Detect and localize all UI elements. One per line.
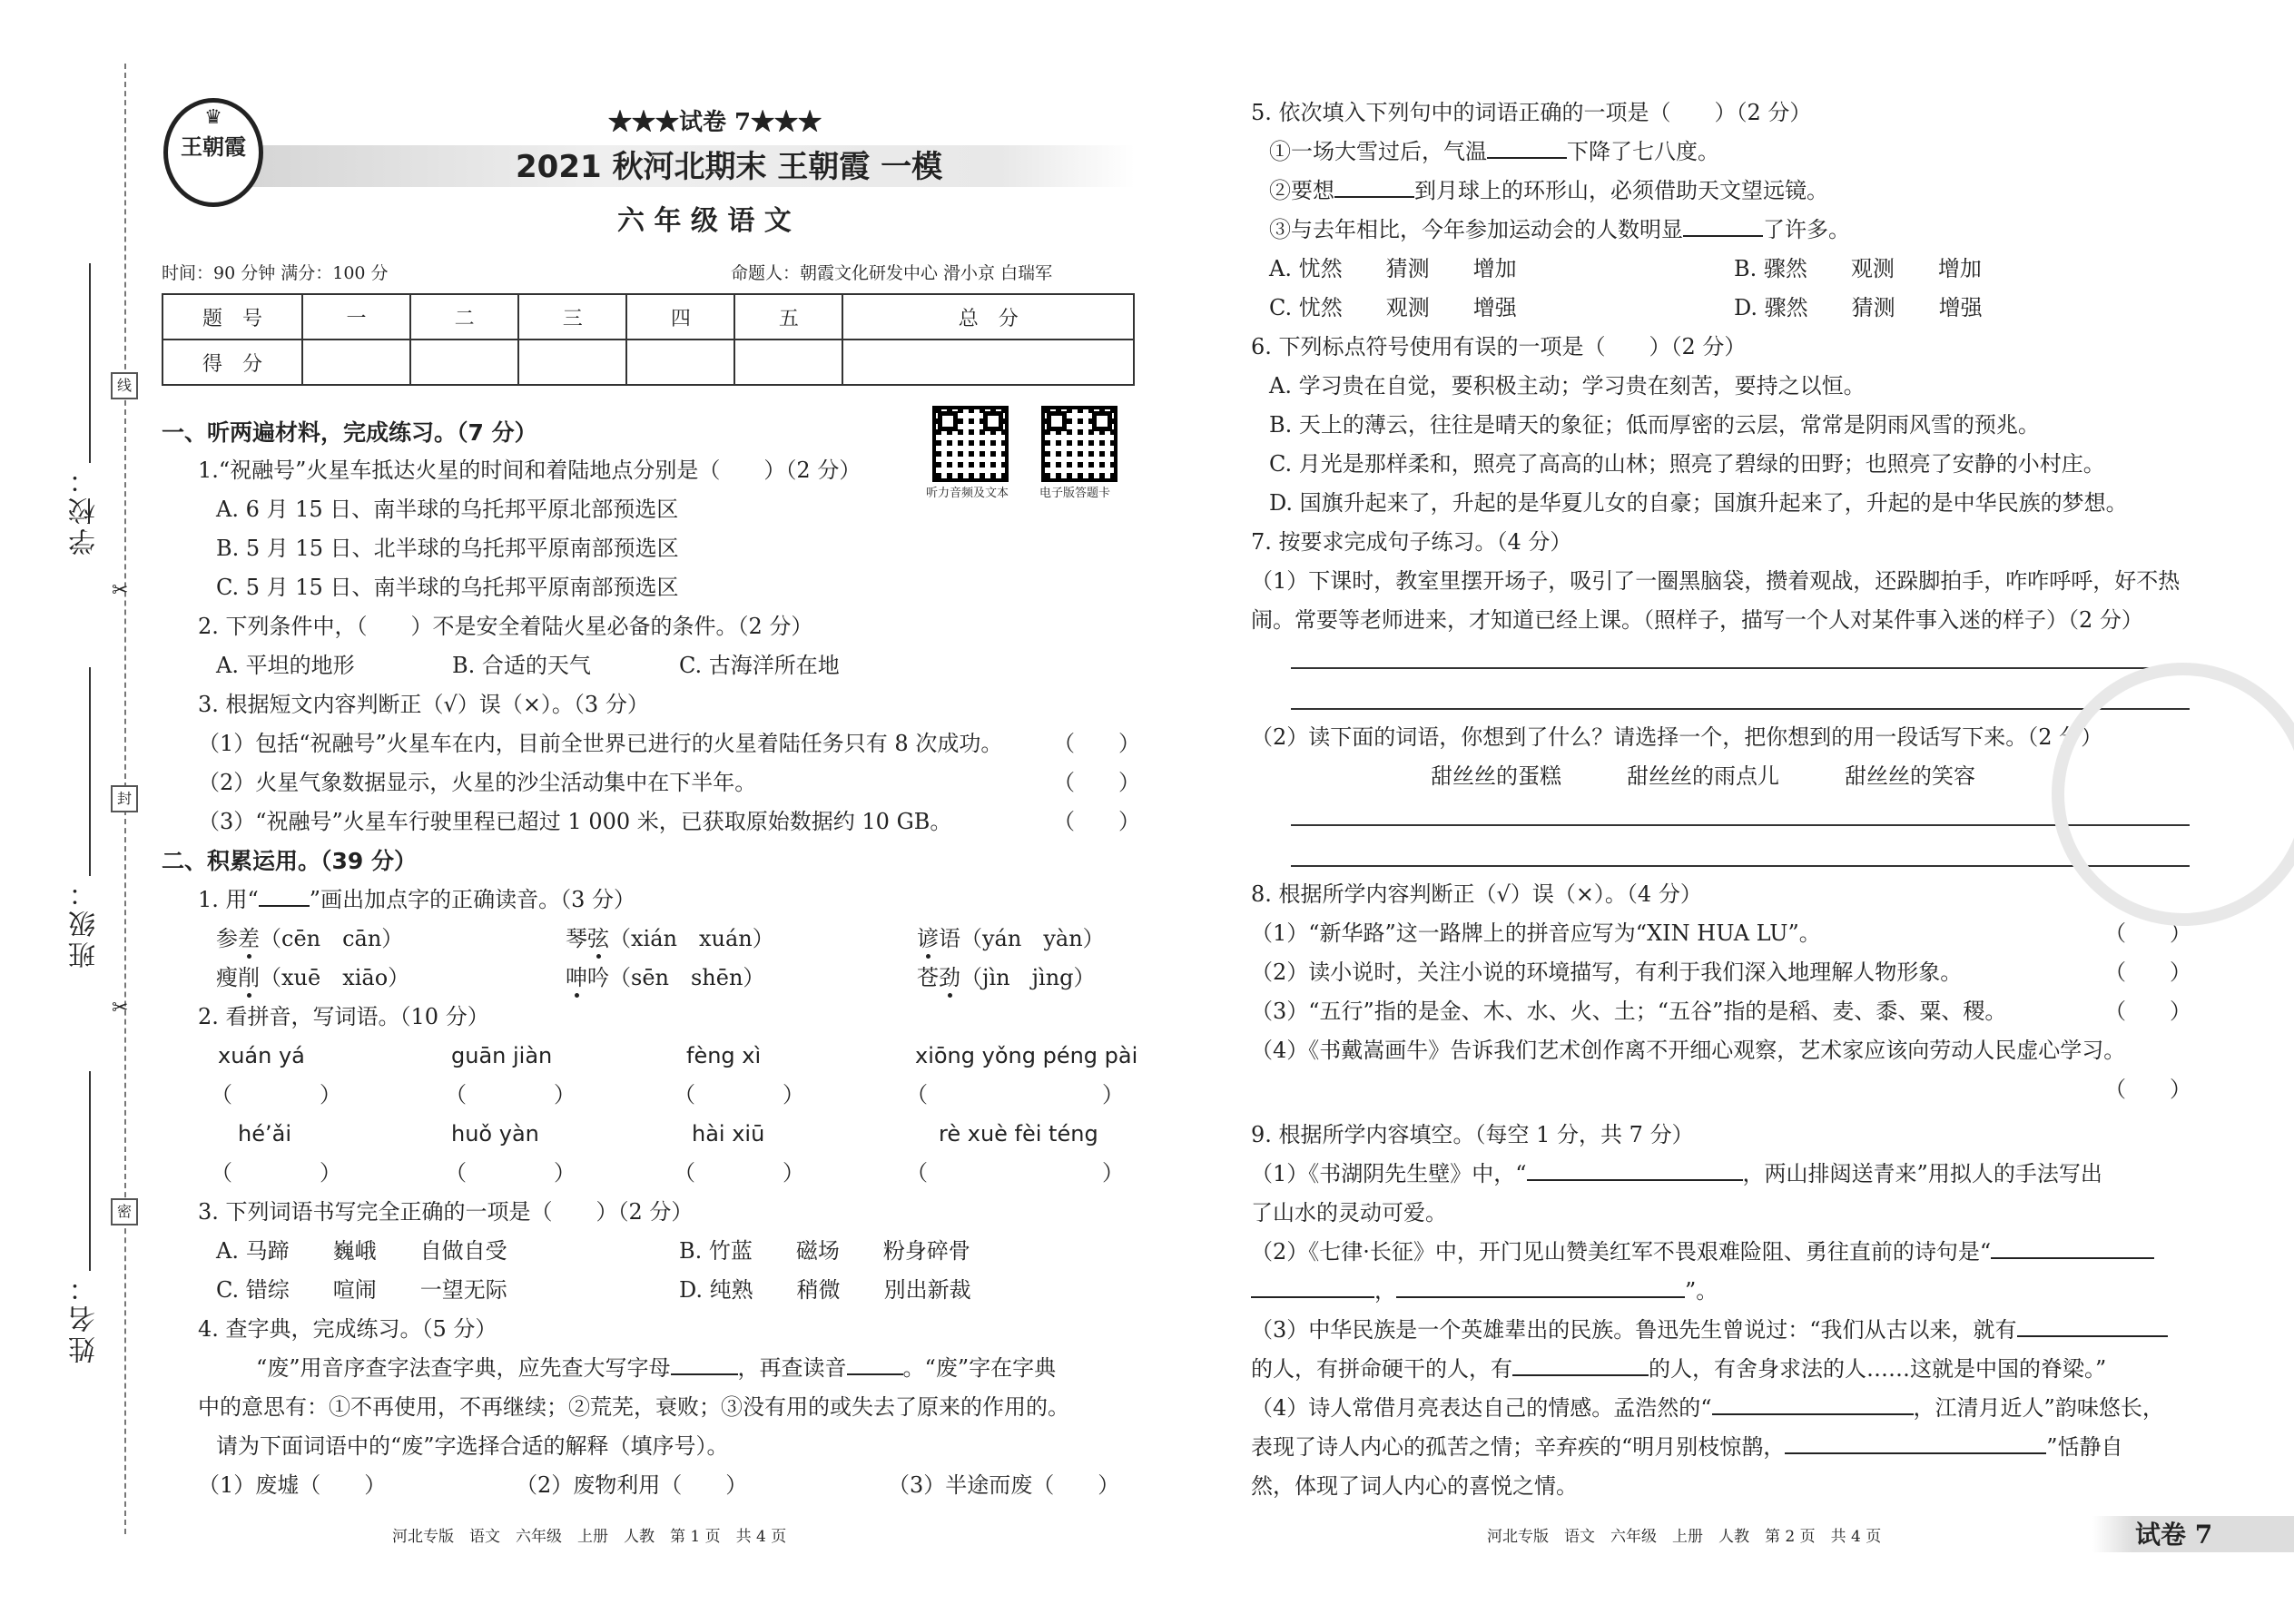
pinyin-item	[216, 965, 409, 991]
score-cell: 得 分	[162, 340, 302, 385]
text: （2）《七律·长征》中，开门见山赞美红军不畏艰难险阻、勇往直前的诗句是“	[1251, 1239, 1992, 1265]
fill-blank[interactable]	[1396, 1278, 1685, 1298]
text: 表现了诗人内心的孤苦之情；辛弃疾的“明月别枝惊鹊，	[1251, 1434, 1786, 1460]
name-field[interactable]	[89, 1071, 91, 1271]
option-6a: A. 马蹄 巍峨 自做自受	[216, 1238, 507, 1264]
question-12-3-cont	[1251, 1356, 2106, 1383]
question-7: 4. 查字典，完成练习。（5 分）	[198, 1316, 497, 1342]
logo-text: 王朝霞	[181, 133, 246, 160]
question-7-item-1[interactable]: （1）废墟（ ）	[198, 1472, 387, 1498]
score-cell: 一	[302, 294, 410, 340]
score-input-cell[interactable]	[410, 340, 518, 385]
page-footer-right: 河北专版 语文 六年级 上册 人教 第 2 页 共 4 页	[1487, 1528, 1882, 1546]
text: 下降了七八度。	[1567, 139, 1719, 164]
scissors-icon: ✂	[112, 997, 129, 1019]
score-input-cell[interactable]	[734, 340, 842, 385]
dotted-char: 削	[238, 965, 260, 990]
word-blank[interactable]: （ ）	[211, 1082, 341, 1107]
word-blank[interactable]: （ ）	[906, 1160, 1124, 1186]
option-6d: D. 纯熟 稍微 別出新裁	[679, 1277, 971, 1303]
fill-blank[interactable]	[1487, 139, 1567, 159]
school-field[interactable]	[89, 263, 91, 463]
answer-line[interactable]	[1291, 865, 2190, 867]
score-cell: 三	[518, 294, 626, 340]
text: 。“废”字在字典	[902, 1355, 1057, 1381]
pinyin-prompt: rè xuè fèi téng	[939, 1121, 1098, 1147]
answer-paren[interactable]: （ ）	[2104, 999, 2191, 1024]
seal-box-secret: 密	[111, 1198, 138, 1225]
word-blank[interactable]: （ ）	[906, 1082, 1124, 1107]
fill-blank[interactable]	[1785, 1434, 2046, 1454]
text: ，	[1374, 1278, 1396, 1304]
text: ①一场大雪过后，气温	[1269, 139, 1487, 164]
option-9c: C. 月光是那样柔和，照亮了高高的山林；照亮了碧绿的田野；也照亮了安静的小村庄。	[1269, 451, 2105, 477]
score-cell: 题 号	[162, 294, 302, 340]
class-label: 班级：	[69, 876, 101, 969]
pinyin-prompt: huǒ yàn	[451, 1121, 539, 1147]
name-label: 姓名：	[69, 1271, 101, 1363]
class-field[interactable]	[89, 667, 91, 876]
text: ③与去年相比，今年参加运动会的人数明显	[1269, 217, 1683, 242]
time-info: 时间：90 分钟 满分：100 分	[162, 263, 389, 283]
text: 到月球上的环形山，必须借助天文望远镜。	[1414, 178, 1828, 203]
question-12-3	[1251, 1317, 2168, 1343]
question-11: 8. 根据所学内容判断正（√）误（×）。（4 分）	[1251, 881, 1702, 907]
option-9d: D. 国旗升起来了，升起的是华夏儿女的自豪；国旗升起来了，升起的是中华民族的梦想。	[1269, 490, 2128, 516]
question-12-2	[1251, 1239, 2154, 1265]
fill-blank[interactable]	[2017, 1317, 2168, 1337]
dotted-char: 呻	[566, 965, 587, 990]
question-7-text-2: 中的意思有：①不再使用，不再继续；②荒芜，衰败；③没有用的或失去了原来的作用的。	[198, 1394, 1069, 1420]
text: （3）中华民族是一个英雄辈出的民族。鲁迅先生曾说过：“我们从古以来，就有	[1251, 1317, 2017, 1343]
question-5: 2. 看拼音，写词语。（10 分）	[198, 1004, 489, 1029]
fill-blank[interactable]	[1683, 217, 1763, 237]
question-10-1-line-2: 闹。常要等老师进来，才知道已经上课。（照样子，描写一个人对某件事入迷的样子）（2 分）	[1251, 607, 2143, 633]
fill-blank[interactable]	[1512, 1356, 1649, 1376]
question-12-4-cont	[1251, 1434, 2123, 1461]
seal-box-line: 线	[111, 372, 138, 399]
qr-code-audio[interactable]	[932, 406, 1009, 482]
word-blank[interactable]: （ ）	[211, 1160, 341, 1186]
score-cell: 二	[410, 294, 518, 340]
page-footer-left: 河北专版 语文 六年级 上册 人教 第 1 页 共 4 页	[392, 1528, 787, 1546]
answer-paren[interactable]: （ ）	[1053, 731, 1140, 756]
text: ，江清月近人”韵味悠长，	[1913, 1395, 2164, 1421]
dotted-char: 劲	[939, 965, 960, 990]
text: 的人，有拼命硬干的人，有	[1251, 1356, 1512, 1382]
scissors-icon: ✂	[112, 579, 129, 602]
logo-seal	[163, 98, 263, 207]
pinyin-options[interactable]: （sēn shēn）	[609, 965, 765, 990]
pinyin-prompt: guān jiàn	[451, 1043, 553, 1068]
score-cell: 四	[626, 294, 734, 340]
subject-title: 六 年 级 语 文	[617, 205, 792, 237]
option-2a: A. 平坦的地形	[216, 653, 355, 678]
score-input-cell[interactable]	[842, 340, 1134, 385]
word-blank[interactable]: （ ）	[674, 1160, 804, 1186]
question-8-sentence-3	[1269, 217, 1850, 243]
pinyin-item	[566, 965, 764, 991]
score-table	[162, 293, 1135, 386]
corner-tag: 试卷 7	[2135, 1520, 2213, 1550]
pinyin-item	[917, 965, 1096, 991]
option-1b: B. 5 月 15 日、北半球的乌托邦平原南部预选区	[216, 536, 679, 561]
seal-box-seal: 封	[111, 785, 138, 812]
fill-blank[interactable]	[1251, 1278, 1374, 1298]
fill-blank[interactable]	[671, 1355, 738, 1375]
option-9b: B. 天上的薄云，往往是晴天的象征；低而厚密的云层，常常是阴雨风雪的预兆。	[1269, 412, 2040, 438]
pinyin-prompt: hé’ǎi	[238, 1121, 291, 1147]
pinyin-options[interactable]: （cēn cān）	[260, 926, 404, 951]
text: ”。	[1685, 1278, 1718, 1304]
question-12-4	[1251, 1395, 2164, 1422]
text: “废”用音序查字法查字典，应先查大写字母	[256, 1355, 671, 1381]
option-2c: C. 古海洋所在地	[679, 653, 840, 678]
question-1: 1.“祝融号”火星车抵达火星的时间和着陆地点分别是（ ）（2 分）	[198, 458, 861, 483]
judge-3-2: （2）火星气象数据显示，火星的沙尘活动集中在下半年。	[198, 770, 757, 795]
option-8d: D. 骤然 猜测 增强	[1734, 295, 1983, 320]
score-table-header-row	[162, 294, 1134, 340]
qr-code-answer-sheet[interactable]	[1041, 406, 1117, 482]
pinyin-prompt: xiōng yǒng péng pài	[915, 1043, 1138, 1068]
answer-paren[interactable]: （ ）	[2104, 960, 2191, 985]
text: （4）诗人常借月亮表达自己的情感。孟浩然的“	[1251, 1395, 1712, 1421]
qr-label-answer: 电子版答题卡	[1039, 487, 1111, 500]
text: ，两山排闼送青来”用拟人的手法写出	[1742, 1161, 2102, 1186]
pinyin-prompt: hài xiū	[692, 1121, 765, 1147]
score-cell: 五	[734, 294, 842, 340]
score-table-score-row	[162, 340, 1134, 385]
question-10-1-line-1: （1）下课时，教室里摆开场子，吸引了一圈黑脑袋，攒着观战，还跺脚拍手，咋咋呼呼，好不热	[1251, 568, 2181, 594]
fill-blank[interactable]	[1334, 178, 1414, 198]
section-2-heading: 二、积累运用。（39 分）	[162, 848, 417, 874]
option-2b: B. 合适的天气	[452, 653, 591, 678]
question-7-text-1	[256, 1355, 1056, 1382]
char: 苍	[917, 965, 939, 990]
question-4	[198, 887, 635, 913]
score-input-cell[interactable]	[626, 340, 734, 385]
pinyin-item	[566, 926, 774, 952]
judge-3-1: （1）包括“祝融号”火星车在内，目前全世界已进行的火星着陆任务只有 8 次成功。	[198, 731, 1003, 756]
score-input-cell[interactable]	[302, 340, 410, 385]
question-9: 6. 下列标点符号使用有误的一项是（ ）（2 分）	[1251, 334, 1747, 359]
question-12-2-cont	[1251, 1278, 1718, 1304]
pinyin-item	[216, 926, 403, 952]
option-8a: A. 忧然 猜测 增加	[1269, 256, 1517, 281]
word-blank[interactable]: （ ）	[445, 1082, 576, 1107]
question-4-prefix: 1. 用“	[198, 887, 259, 912]
question-12-4-end: 然，体现了词人内心的喜悦之情。	[1251, 1473, 1578, 1499]
answer-line[interactable]	[1291, 708, 2190, 710]
question-8-sentence-2	[1269, 178, 1828, 204]
pinyin-options[interactable]: （jìn jìng）	[960, 965, 1096, 990]
question-12-1-cont: 了山水的灵动可爱。	[1251, 1200, 1447, 1225]
char: 琴	[566, 926, 587, 951]
judge-11-1: （1）“新华路”这一路牌上的拼音应写为“XIN HUA LU”。	[1251, 920, 1821, 946]
pinyin-options[interactable]: （yán yàn）	[960, 926, 1105, 951]
series-label: ★★★试卷 7★★★	[608, 109, 822, 136]
word-blank[interactable]: （ ）	[445, 1160, 576, 1186]
answer-line[interactable]	[1291, 667, 2190, 669]
answer-paren[interactable]: （ ）	[2104, 920, 2191, 946]
question-2: 2. 下列条件中，（ ）不是安全着陆火星必备的条件。（2 分）	[198, 614, 813, 639]
section-1-heading: 一、听两遍材料，完成练习。（7 分）	[162, 419, 537, 446]
fill-blank[interactable]	[847, 1355, 903, 1375]
exam-title: 2021 秋河北期末 王朝霞 一模	[516, 149, 943, 185]
judge-3-3: （3）“祝融号”火星车行驶里程已超过 1 000 米，已获取原始数据约 10 GB。	[198, 809, 952, 834]
char: 吟	[587, 965, 609, 990]
pinyin-prompt: fèng xì	[686, 1043, 762, 1068]
question-7-item-3[interactable]: （3）半途而废（ ）	[888, 1472, 1120, 1498]
score-input-cell[interactable]	[518, 340, 626, 385]
score-cell: 总 分	[842, 294, 1134, 340]
answer-paren[interactable]: （ ）	[2104, 1077, 2191, 1102]
question-10-options: 甜丝丝的蛋糕 甜丝丝的雨点儿 甜丝丝的笑容	[1431, 763, 1975, 789]
question-12: 9. 根据所学内容填空。（每空 1 分，共 7 分）	[1251, 1122, 1694, 1147]
question-7-text-3: 请为下面词语中的“废”字选择合适的解释（填序号）。	[216, 1433, 729, 1459]
fill-blank[interactable]	[1991, 1239, 2154, 1259]
pinyin-prompt: xuán yá	[218, 1043, 305, 1068]
answer-paren[interactable]: （ ）	[1053, 770, 1140, 795]
char: 瘦	[216, 965, 238, 990]
dotted-char: 差	[238, 926, 260, 951]
text: 了许多。	[1763, 217, 1850, 242]
question-8: 5. 依次填入下列句中的词语正确的一项是（ ）（2 分）	[1251, 100, 1812, 125]
text: ②要想	[1269, 178, 1334, 203]
option-1c: C. 5 月 15 日、南半球的乌托邦平原南部预选区	[216, 575, 679, 600]
secret-watermark	[2052, 663, 2294, 926]
answer-paren[interactable]: （ ）	[1053, 809, 1140, 834]
judge-11-4: （4）《书戴嵩画牛》告诉我们艺术创作离不开细心观察，艺术家应该向劳动人民虚心学习。	[1251, 1038, 2126, 1063]
dotted-char: 谚	[917, 926, 939, 951]
dotted-char: 弦	[587, 926, 609, 951]
text: 的人，有舍身求法的人……这就是中国的脊梁。”	[1649, 1356, 2107, 1382]
text: ，再查读音	[737, 1355, 847, 1381]
fill-blank[interactable]	[1527, 1161, 1743, 1181]
option-8b: B. 骤然 观测 增加	[1734, 256, 1982, 281]
question-12-1	[1251, 1161, 2102, 1187]
pinyin-options[interactable]: （xián xuán）	[609, 926, 774, 951]
word-blank[interactable]: （ ）	[674, 1082, 804, 1107]
question-10-2: （2）读下面的词语，你想到了什么？请选择一个，把你想到的用一段话写下来。（2 分）	[1251, 724, 2103, 750]
question-7-item-2[interactable]: （2）废物利用（ ）	[516, 1472, 748, 1498]
underline-sample	[259, 889, 310, 907]
fill-blank[interactable]	[1712, 1395, 1914, 1415]
question-3: 3. 根据短文内容判断正（√）误（×）。（3 分）	[198, 692, 649, 717]
option-6c: C. 错综 喧闹 一望无际	[216, 1277, 507, 1303]
question-8-sentence-1	[1269, 139, 1719, 165]
option-1a: A. 6 月 15 日、南半球的乌托邦平原北部预选区	[216, 497, 679, 522]
judge-11-2: （2）读小说时，关注小说的环境描写，有利于我们深入地理解人物形象。	[1251, 960, 1963, 985]
qr-label-audio: 听力音频及文本	[926, 487, 1009, 500]
text: （1）《书湖阴先生壁》中，“	[1251, 1161, 1527, 1186]
question-10: 7. 按要求完成句子练习。（4 分）	[1251, 529, 1572, 555]
question-4-suffix: ”画出加点字的正确读音。（3 分）	[309, 887, 635, 912]
pinyin-options[interactable]: （xuē xiāo）	[260, 965, 410, 990]
text: ”恬静自	[2046, 1434, 2123, 1460]
school-label: 学校：	[69, 463, 101, 556]
authors-info: 命题人：朝霞文化研发中心 滑小京 白瑞军	[731, 263, 1053, 283]
pinyin-item	[917, 926, 1105, 952]
char: 参	[216, 926, 238, 951]
option-9a: A. 学习贵在自觉，要积极主动；学习贵在刻苦，要持之以恒。	[1269, 373, 1866, 399]
option-6b: B. 竹蓝 磁场 粉身碎骨	[679, 1238, 970, 1264]
option-8c: C. 忧然 观测 增强	[1269, 295, 1517, 320]
char: 语	[939, 926, 960, 951]
logo-crown-icon: ♛	[204, 106, 222, 129]
question-6: 3. 下列词语书写完全正确的一项是（ ）（2 分）	[198, 1199, 694, 1225]
judge-11-3: （3）“五行”指的是金、木、水、火、土；“五谷”指的是稻、麦、黍、粟、稷。	[1251, 999, 2007, 1024]
